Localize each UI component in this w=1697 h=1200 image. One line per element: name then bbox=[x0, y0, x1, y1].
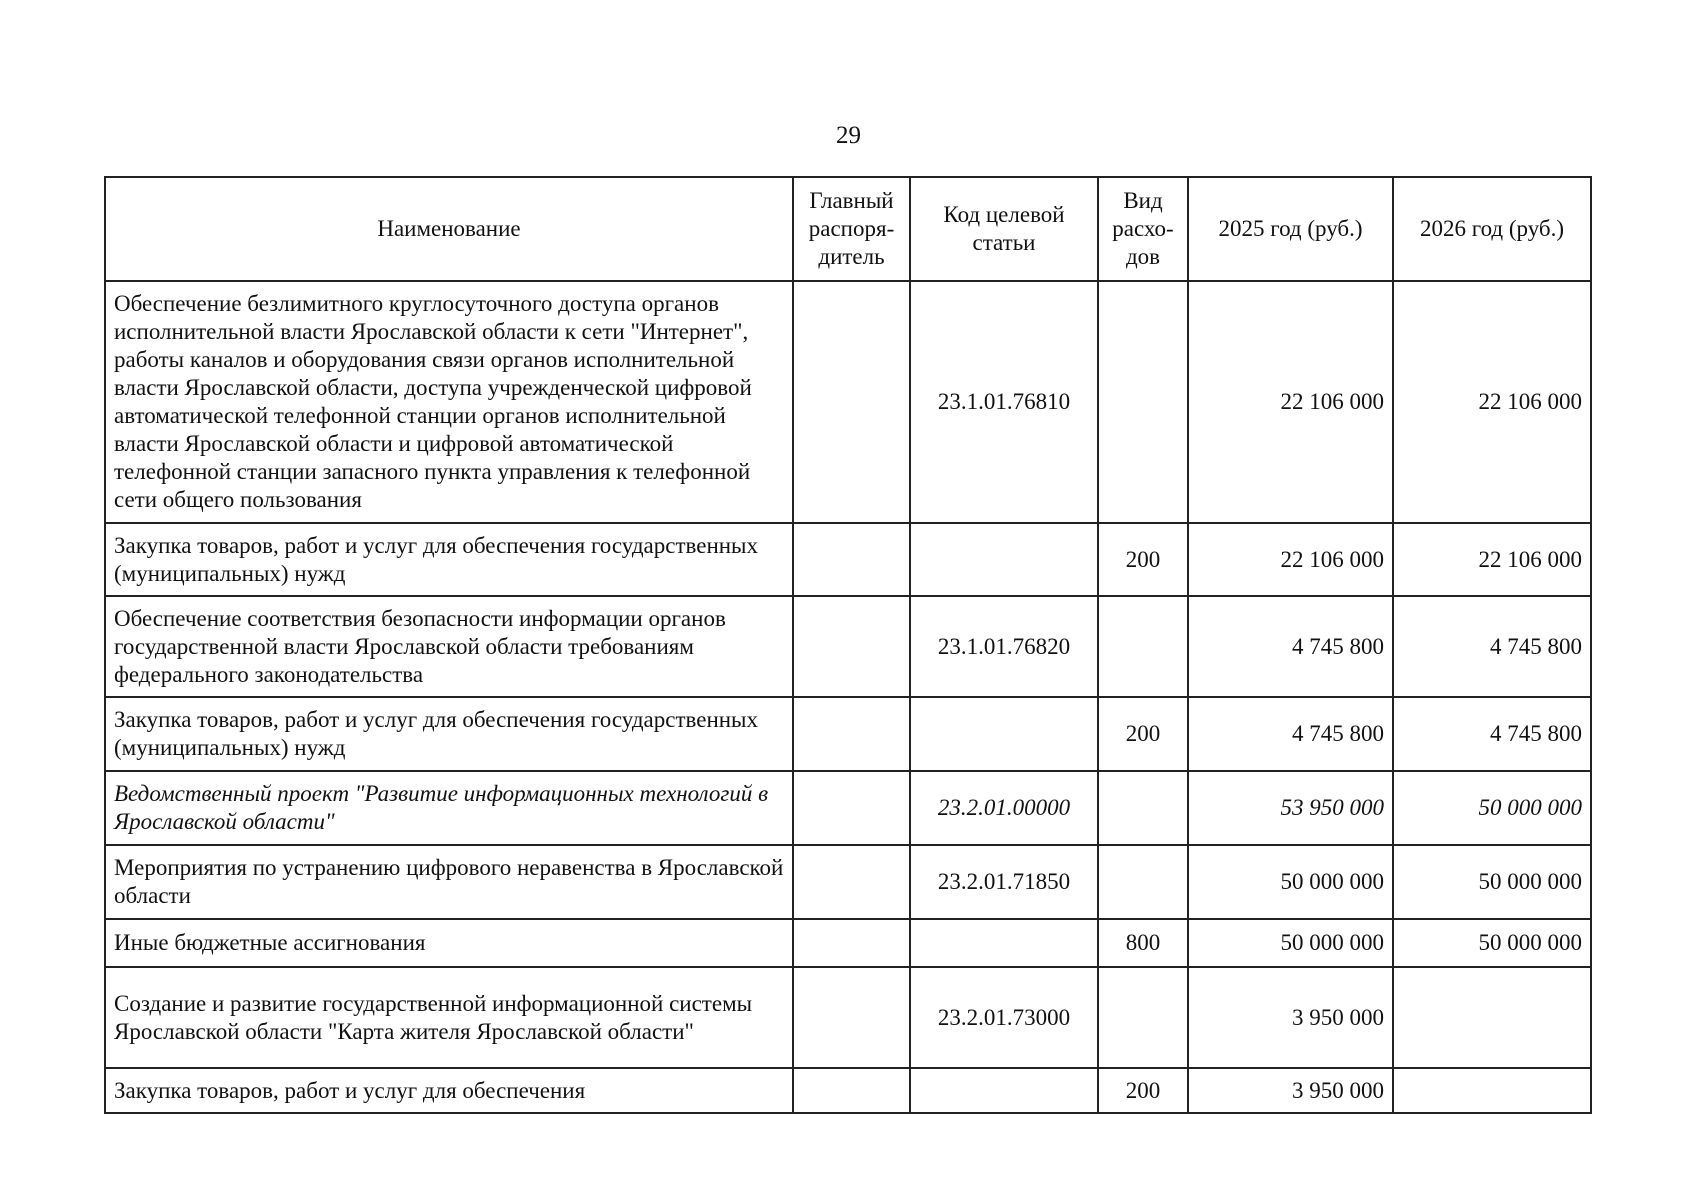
row-admin bbox=[793, 281, 910, 523]
row-2026: 50 000 000 bbox=[1393, 771, 1591, 845]
row-2025: 22 106 000 bbox=[1188, 523, 1393, 596]
row-type bbox=[1098, 967, 1188, 1068]
row-2026: 50 000 000 bbox=[1393, 845, 1591, 919]
row-name: Закупка товаров, работ и услуг для обеспечения bbox=[105, 1068, 793, 1113]
row-code bbox=[910, 1068, 1098, 1113]
table-row bbox=[105, 845, 1591, 919]
row-admin bbox=[793, 1068, 910, 1113]
row-type bbox=[1098, 281, 1188, 523]
budget-table bbox=[104, 176, 1592, 1114]
row-2025: 4 745 800 bbox=[1188, 697, 1393, 771]
header-type: Вид расхо-дов bbox=[1098, 177, 1188, 281]
row-type: 200 bbox=[1098, 523, 1188, 596]
table-row bbox=[105, 1068, 1591, 1113]
row-2026: 4 745 800 bbox=[1393, 697, 1591, 771]
row-code: 23.2.01.73000 bbox=[910, 967, 1098, 1068]
row-admin bbox=[793, 845, 910, 919]
row-2025: 50 000 000 bbox=[1188, 845, 1393, 919]
row-name: Мероприятия по устранению цифрового неравенства в Ярославской области bbox=[105, 845, 793, 919]
table-row bbox=[105, 919, 1591, 967]
row-2026: 50 000 000 bbox=[1393, 919, 1591, 967]
row-code bbox=[910, 919, 1098, 967]
row-code: 23.1.01.76820 bbox=[910, 596, 1098, 697]
row-name: Обеспечение безлимитного круглосуточного доступа органов исполнительной власти Ярославской области к сети "Интернет", работы каналов и оборудования связи органов исполнительной власти Ярославской области, доступа учрежденческой цифровой автоматической телефонной станции органов исполнительной власти Ярославской области и цифровой автоматической телефонной станции запасного пункта управления к телефонной сети общего пользования bbox=[105, 281, 793, 523]
header-code: Код целевой статьи bbox=[910, 177, 1098, 281]
row-2025: 50 000 000 bbox=[1188, 919, 1393, 967]
row-admin bbox=[793, 697, 910, 771]
row-admin bbox=[793, 771, 910, 845]
table-row bbox=[105, 523, 1591, 596]
row-2026: 4 745 800 bbox=[1393, 596, 1591, 697]
row-name: Иные бюджетные ассигнования bbox=[105, 919, 793, 967]
row-type bbox=[1098, 596, 1188, 697]
row-admin bbox=[793, 523, 910, 596]
row-name: Обеспечение соответствия безопасности информации органов государственной власти Ярославской области требованиям федерального законодательства bbox=[105, 596, 793, 697]
row-2026 bbox=[1393, 967, 1591, 1068]
row-code: 23.1.01.76810 bbox=[910, 281, 1098, 523]
row-type: 200 bbox=[1098, 1068, 1188, 1113]
header-row bbox=[105, 177, 1591, 281]
row-name: Создание и развитие государственной информационной системы Ярославской области "Карта жителя Ярославской области" bbox=[105, 967, 793, 1068]
row-2025: 3 950 000 bbox=[1188, 1068, 1393, 1113]
row-2026: 22 106 000 bbox=[1393, 281, 1591, 523]
table-row bbox=[105, 771, 1591, 845]
row-2026 bbox=[1393, 1068, 1591, 1113]
table-row bbox=[105, 596, 1591, 697]
header-2026: 2026 год (руб.) bbox=[1393, 177, 1591, 281]
header-name: Наименование bbox=[105, 177, 793, 281]
row-name: Ведомственный проект "Развитие информационных технологий в Ярославской области" bbox=[105, 771, 793, 845]
row-2026: 22 106 000 bbox=[1393, 523, 1591, 596]
row-type: 200 bbox=[1098, 697, 1188, 771]
page-number: 29 bbox=[836, 122, 861, 149]
row-type bbox=[1098, 771, 1188, 845]
row-name: Закупка товаров, работ и услуг для обеспечения государственных (муниципальных) нужд bbox=[105, 523, 793, 596]
table-row bbox=[105, 697, 1591, 771]
row-2025: 22 106 000 bbox=[1188, 281, 1393, 523]
row-admin bbox=[793, 596, 910, 697]
row-code bbox=[910, 697, 1098, 771]
row-code: 23.2.01.71850 bbox=[910, 845, 1098, 919]
row-2025: 3 950 000 bbox=[1188, 967, 1393, 1068]
header-admin: Главный распоря-дитель bbox=[793, 177, 910, 281]
row-code: 23.2.01.00000 bbox=[910, 771, 1098, 845]
row-admin bbox=[793, 919, 910, 967]
table-row bbox=[105, 967, 1591, 1068]
row-admin bbox=[793, 967, 910, 1068]
row-type: 800 bbox=[1098, 919, 1188, 967]
row-2025: 4 745 800 bbox=[1188, 596, 1393, 697]
header-2025: 2025 год (руб.) bbox=[1188, 177, 1393, 281]
table-row bbox=[105, 281, 1591, 523]
row-name: Закупка товаров, работ и услуг для обеспечения государственных (муниципальных) нужд bbox=[105, 697, 793, 771]
row-type bbox=[1098, 845, 1188, 919]
row-code bbox=[910, 523, 1098, 596]
row-2025: 53 950 000 bbox=[1188, 771, 1393, 845]
